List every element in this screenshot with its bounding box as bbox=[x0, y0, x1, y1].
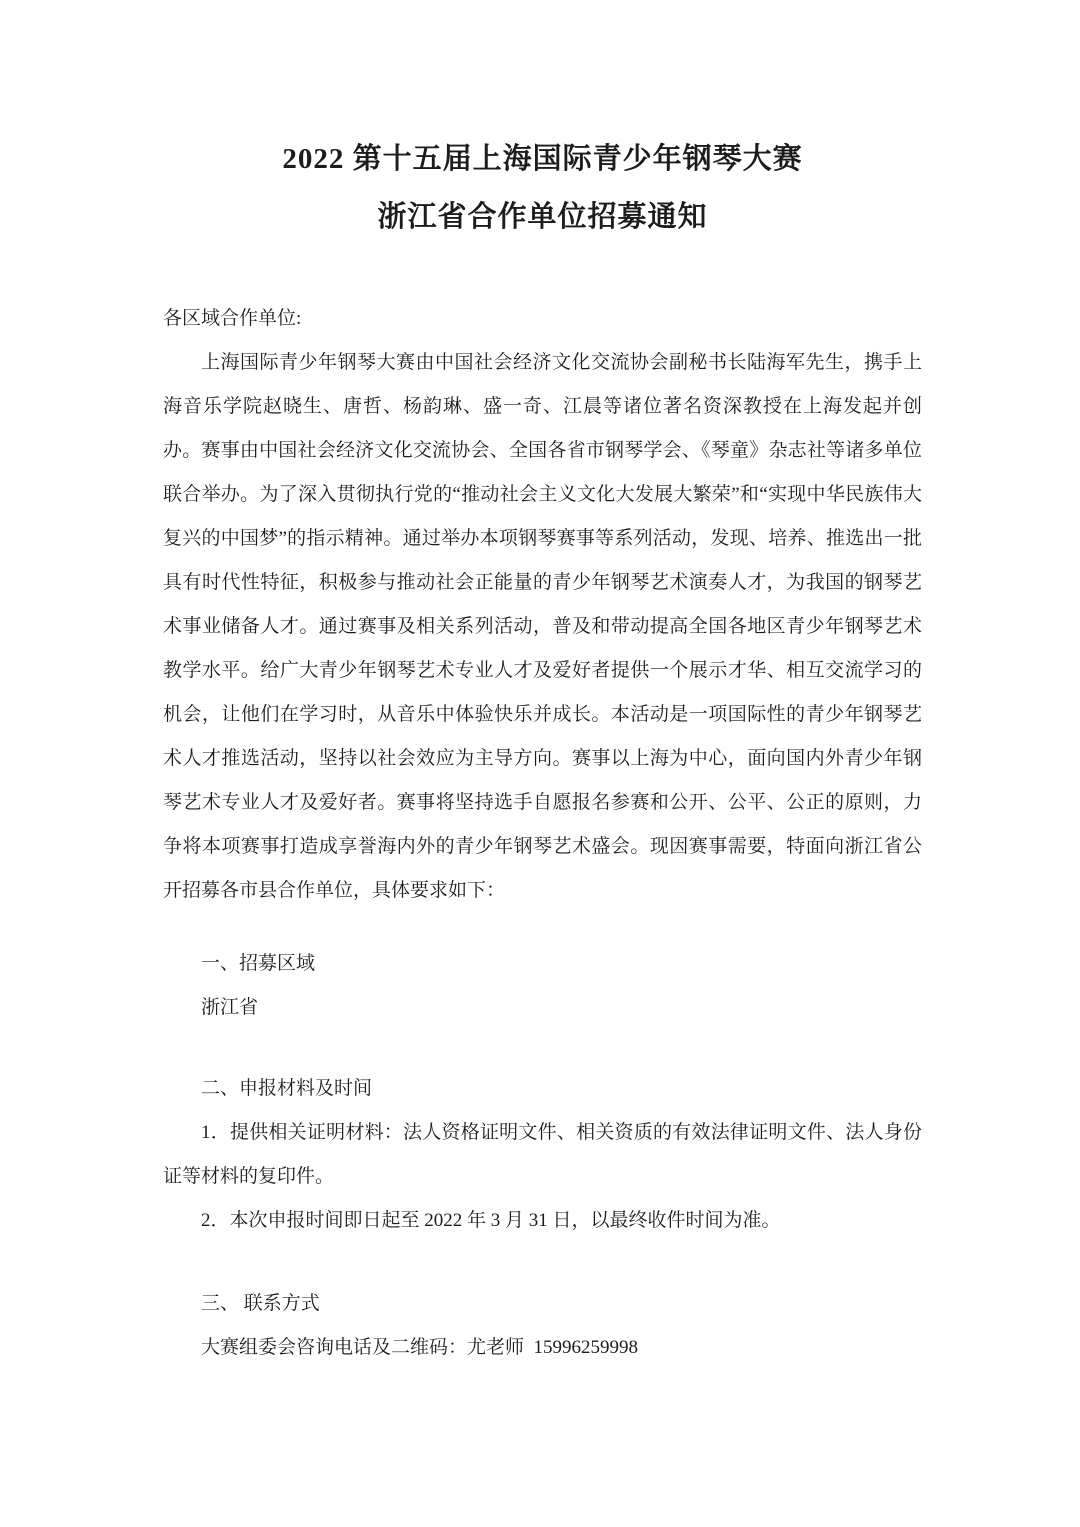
section-recruitment-region bbox=[163, 942, 922, 1030]
document-title bbox=[163, 130, 922, 246]
section-paragraph: 浙江省 bbox=[201, 997, 259, 1018]
section-heading: 一、招募区域 bbox=[201, 953, 316, 974]
section-paragraph: 1．提供相关证明材料：法人资格证明文件、相关资质的有效法律证明文件、法人身份证等材料的复印件。 bbox=[163, 1122, 922, 1187]
section-paragraph: 2．本次申报时间即日起至 2022 年 3 月 31 日，以最终收件时间为准。 bbox=[201, 1210, 781, 1231]
contact-line: 大赛组委会咨询电话及二维码：尤老师 15996259998 bbox=[201, 1337, 639, 1358]
salutation: 各区域合作单位: bbox=[163, 308, 302, 329]
document-body bbox=[163, 297, 922, 1370]
section-contact bbox=[163, 1282, 922, 1370]
section-heading: 三、 联系方式 bbox=[201, 1293, 320, 1314]
intro-paragraph: 上海国际青少年钢琴大赛由中国社会经济文化交流协会副秘书长陆海军先生，携手上海音乐学院赵晓生、唐哲、杨韵琳、盛一奇、江晨等诸位著名资深教授在上海发起并创办。赛事由中国社会经济文化交流协会、全国各省市钢琴学会、《琴童》杂志社等诸多单位联合举办。为了深入贯彻执行党的“推动社会主义文化大发展大繁荣”和“实现中华民族伟大复兴的中国梦”的指示精神。通过举办本项钢琴赛事等系列活动，发现、培养、推选出一批具有时代性特征，积极参与推动社会正能量的青少年钢琴艺术演奏人才，为我国的钢琴艺术事业储备人才。通过赛事及相关系列活动，普及和带动提高全国各地区青少年钢琴艺术教学水平。给广大青少年钢琴艺术专业人才及爱好者提供一个展示才华、相互交流学习的机会，让他们在学习时，从音乐中体验快乐并成长。本活动是一项国际性的青少年钢琴艺术人才推选活动，坚持以社会效应为主导方向。赛事以上海为中心，面向国内外青少年钢琴艺术专业人才及爱好者。赛事将坚持选手自愿报名参赛和公开、公平、公正的原则，力争将本项赛事打造成享誉海内外的青少年钢琴艺术盛会。现因赛事需要，特面向浙江省公开招募各市县合作单位，具体要求如下： bbox=[163, 352, 922, 901]
section-heading: 二、申报材料及时间 bbox=[201, 1078, 373, 1099]
title-line-2: 浙江省合作单位招募通知 bbox=[377, 201, 708, 233]
section-application-materials bbox=[163, 1067, 922, 1243]
title-line-1: 2022 第十五届上海国际青少年钢琴大赛 bbox=[282, 143, 803, 175]
